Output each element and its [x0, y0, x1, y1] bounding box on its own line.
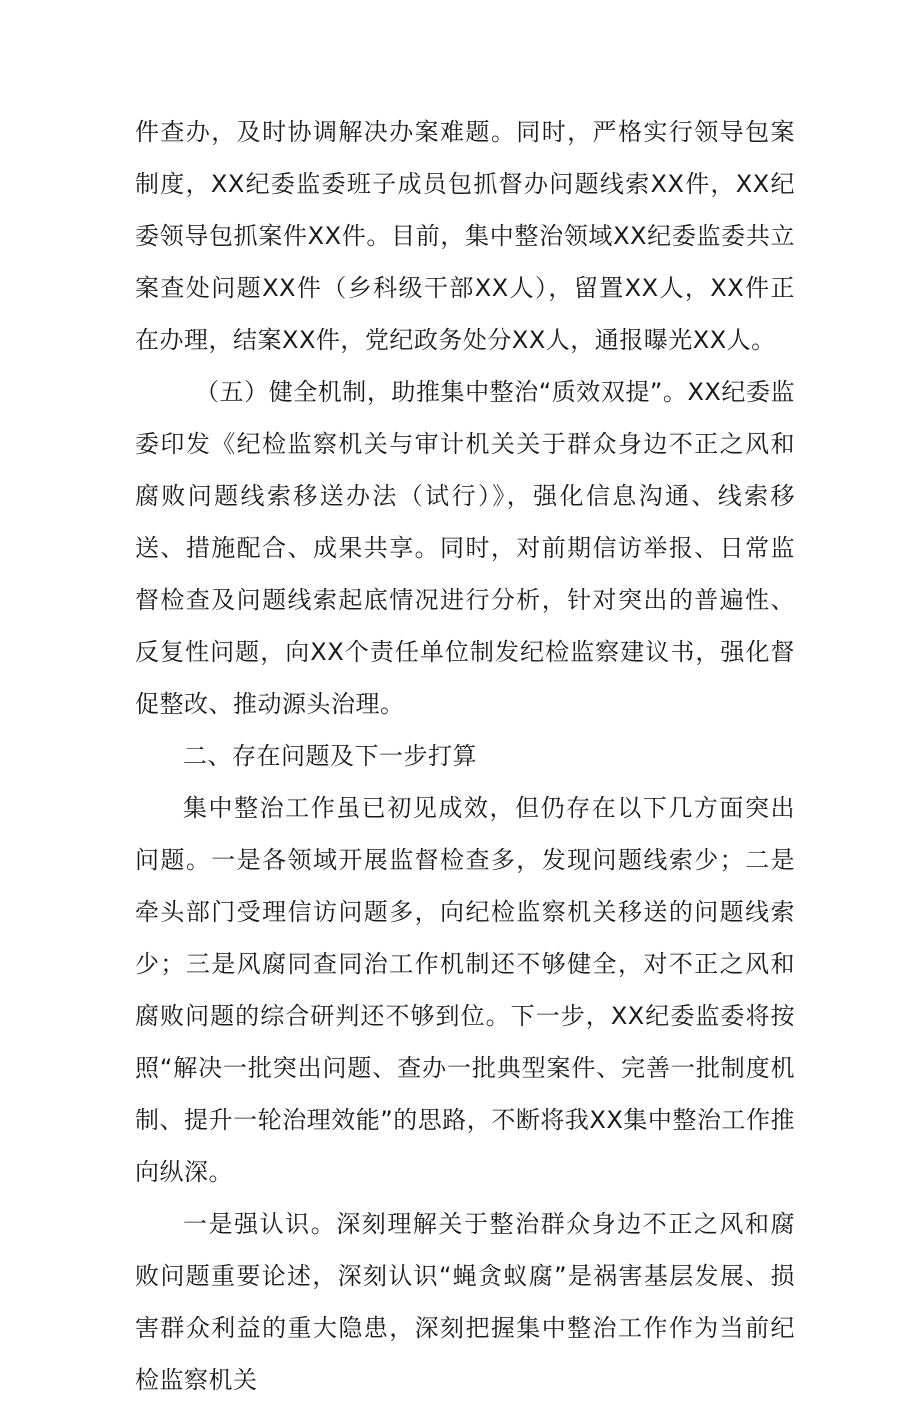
paragraph-awareness: 一是强认识。深刻理解关于整治群众身边不正之风和腐败问题重要论述，深刻认识“蝇贪蚁腐”是祸害基层发展、损害群众利益的重大隐患，深刻把握集中整治工作作为当前纪检监察机关	[135, 1210, 795, 1394]
paragraph-problems: 集中整治工作虽已初见成效，但仍存在以下几方面突出问题。一是各领域开展监督检查多，发现问题线索少；二是牵头部门受理信访问题多，向纪检监察机关移送的问题线索少；三是风腐同查同治工作机制还不够健全，对不正之风和腐败问题的综合研判还不够到位。下一步，XX纪委监委将按照“解决一批突出问题、查办一批典型案件、完善一批制度机制、提升一轮治理效能”的思路，不断将我XX集中整治工作推向纵深。	[135, 794, 795, 1186]
paragraph-case-handling: 件查办，及时协调解决办案难题。同时，严格实行领导包案制度，XX纪委监委班子成员包抓督办问题线索XX件，XX纪委领导包抓案件XX件。目前，集中整治领域XX纪委监委共立案查处问题XX件（乡科级干部XX人），留置XX人，XX件正在办理，结案XX件，党纪政务处分XX人，通报曝光XX人。	[135, 118, 795, 354]
document-body	[135, 106, 795, 1406]
paragraph-mechanism: （五）健全机制，助推集中整治“质效双提”。XX纪委监委印发《纪检监察机关与审计机关关于群众身边不正之风和腐败问题线索移送办法（试行）》，强化信息沟通、线索移送、措施配合、成果共享。同时，对前期信访举报、日常监督检查及问题线索起底情况进行分析，针对突出的普遍性、反复性问题，向XX个责任单位制发纪检监察建议书，强化督促整改、推动源头治理。	[135, 378, 795, 718]
section-heading-problems: 二、存在问题及下一步打算	[183, 742, 477, 770]
